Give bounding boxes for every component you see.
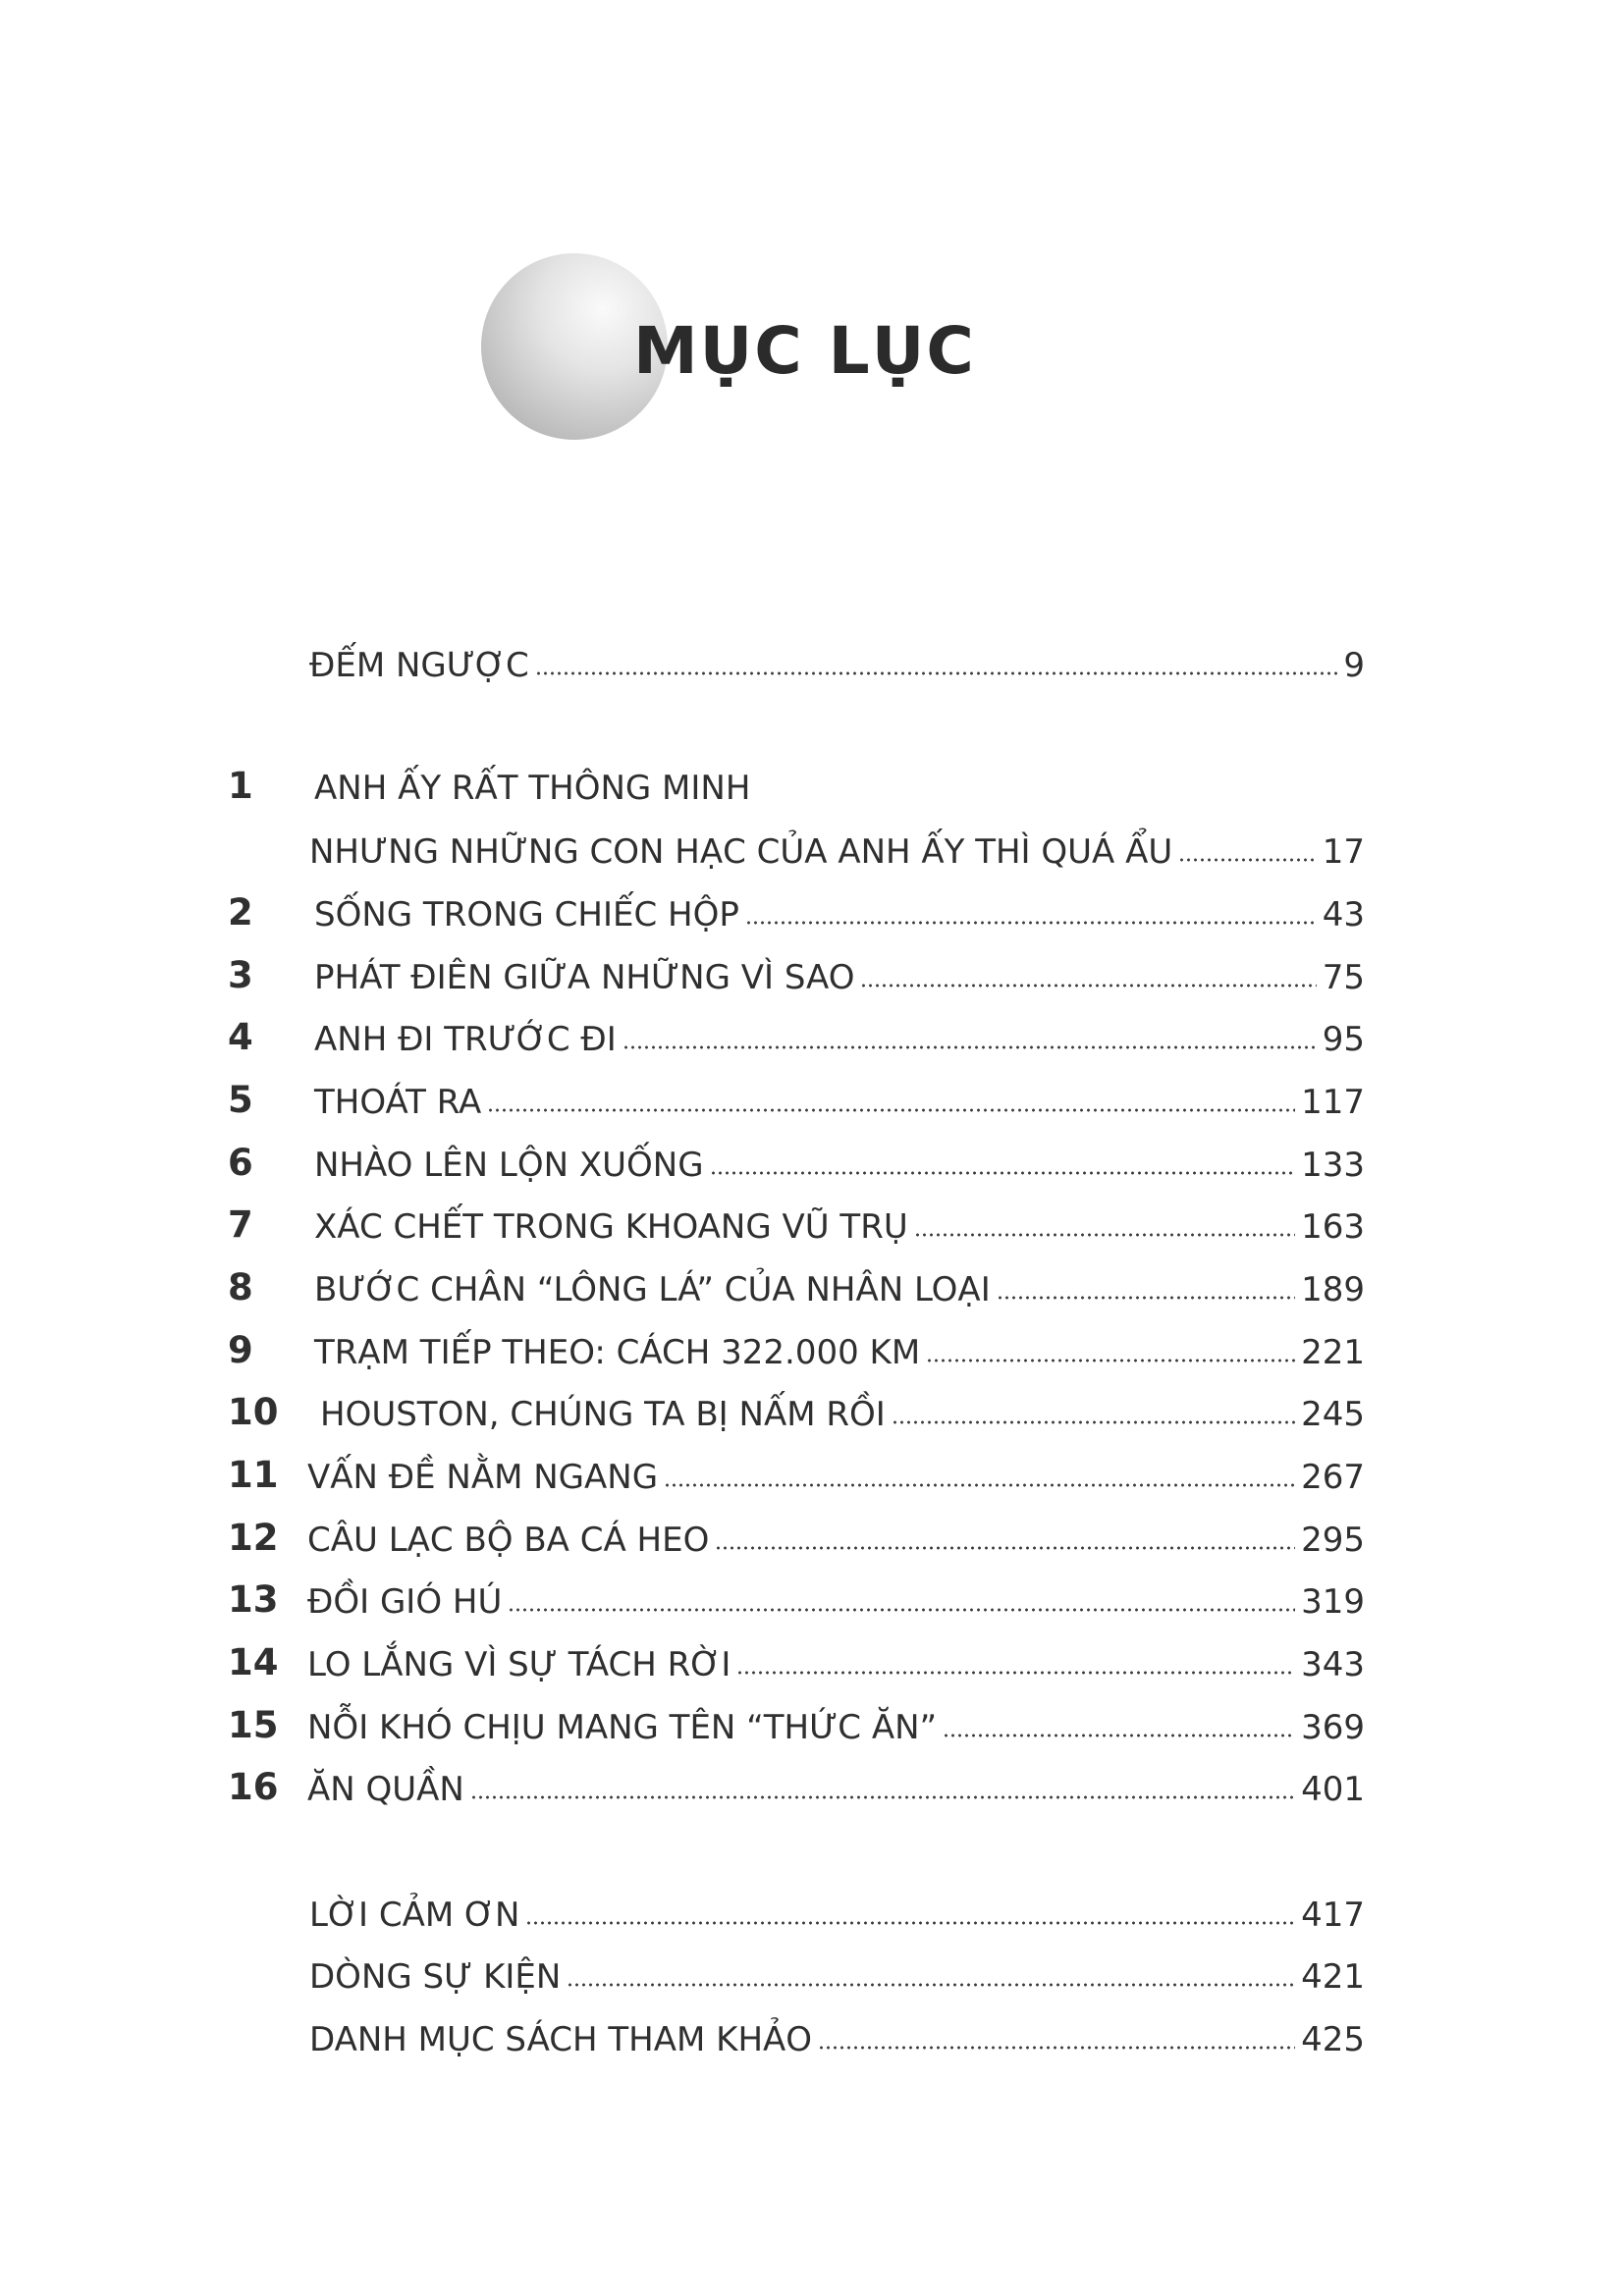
toc-line [309, 1896, 1365, 1935]
toc-line [314, 895, 1365, 934]
toc-line [314, 1270, 1365, 1309]
toc-entry-chapter-9[interactable] [0, 1323, 1624, 1382]
chapter-number: 10 [228, 1391, 279, 1433]
toc-page: 267 [1301, 1458, 1365, 1497]
chapter-number: 16 [228, 1766, 279, 1808]
toc-entry-chapter-15[interactable] [0, 1698, 1624, 1757]
toc-page: 43 [1322, 895, 1365, 934]
toc-entry-chapter-10[interactable] [0, 1385, 1624, 1444]
toc-page: 117 [1301, 1083, 1365, 1122]
dot-leader [914, 1233, 1295, 1237]
toc-page: 417 [1301, 1896, 1365, 1935]
dot-leader [926, 1359, 1295, 1362]
toc-label: NHÀO LÊN LỘN XUỐNG [314, 1146, 704, 1185]
toc-label: DÒNG SỰ KIỆN [309, 1957, 562, 1997]
toc-page: 425 [1301, 2020, 1365, 2059]
dot-leader [892, 1420, 1295, 1424]
toc-entry-chapter-1[interactable] [0, 759, 1624, 818]
toc-page: 343 [1301, 1645, 1365, 1684]
toc-page: 295 [1301, 1521, 1365, 1560]
toc-line [314, 958, 1365, 997]
toc-entry-chapter-8[interactable] [0, 1260, 1624, 1319]
toc-line [309, 1957, 1365, 1997]
toc-page: 421 [1301, 1957, 1365, 1997]
chapter-number: 6 [228, 1142, 253, 1184]
chapter-number: 8 [228, 1266, 253, 1308]
dot-leader [715, 1546, 1295, 1550]
toc-label: ANH ĐI TRƯỚC ĐI [314, 1020, 617, 1059]
dot-leader [664, 1483, 1295, 1487]
toc-page: 75 [1322, 958, 1365, 997]
page-title: MỤC LỤC [633, 313, 976, 389]
toc-entry-chapter-4[interactable] [0, 1010, 1624, 1069]
toc-line [307, 1521, 1365, 1560]
toc-label: NHƯNG NHỮNG CON HẠC CỦA ANH ẤY THÌ QUÁ ẨU [309, 832, 1173, 872]
dot-leader [745, 921, 1317, 925]
chapter-number: 1 [228, 765, 253, 807]
toc-entry-chapter-16[interactable] [0, 1760, 1624, 1819]
toc-entry-chapter-12[interactable] [0, 1511, 1624, 1570]
toc-label: DANH MỤC SÁCH THAM KHẢO [309, 2020, 813, 2059]
chapter-number: 13 [228, 1578, 279, 1621]
toc-line [314, 1207, 1365, 1247]
toc-line [320, 1395, 1365, 1434]
dot-leader [1178, 858, 1316, 862]
toc-line [309, 832, 1365, 872]
toc-page: 189 [1301, 1270, 1365, 1309]
dot-leader [535, 671, 1338, 675]
toc-page: 133 [1301, 1146, 1365, 1185]
chapter-number: 12 [228, 1517, 279, 1559]
toc-label: PHÁT ĐIÊN GIỮA NHỮNG VÌ SAO [314, 958, 855, 997]
dot-leader [508, 1608, 1295, 1612]
toc-line [314, 1333, 1365, 1372]
toc-label-line1: ANH ẤY RẤT THÔNG MINH [314, 769, 751, 808]
toc-label: TRẠM TIẾP THEO: CÁCH 322.000 KM [314, 1333, 921, 1372]
toc-entry-chapter-11[interactable] [0, 1448, 1624, 1507]
toc-label: HOUSTON, CHÚNG TA BỊ NẤM RỒI [320, 1395, 886, 1434]
toc-entry-chapter-14[interactable] [0, 1635, 1624, 1694]
chapter-number: 7 [228, 1203, 253, 1246]
toc-page: 221 [1301, 1333, 1365, 1372]
toc-line [309, 2020, 1365, 2059]
toc-line [314, 1146, 1365, 1185]
dot-leader [710, 1171, 1296, 1175]
toc-line [309, 646, 1365, 685]
toc-page: 95 [1322, 1020, 1365, 1059]
chapter-number: 15 [228, 1704, 279, 1746]
toc-label: NỖI KHÓ CHỊU MANG TÊN “THỨC ĂN” [307, 1708, 938, 1747]
dot-leader [997, 1296, 1295, 1300]
toc-page: 163 [1301, 1207, 1365, 1247]
toc-label: ĐẾM NGƯỢC [309, 646, 529, 685]
toc-label: VẤN ĐỀ NẰM NGANG [307, 1458, 659, 1497]
toc-label: LO LẮNG VÌ SỰ TÁCH RỜI [307, 1645, 731, 1684]
toc-page: 245 [1301, 1395, 1365, 1434]
toc-line [307, 1458, 1365, 1497]
toc-entry-chapter-2[interactable] [0, 885, 1624, 944]
chapter-number: 14 [228, 1641, 279, 1683]
toc-label: ĐỒI GIÓ HÚ [307, 1582, 503, 1622]
dot-leader [525, 1921, 1295, 1925]
toc-line [307, 1582, 1365, 1622]
toc-page: 17 [1322, 832, 1365, 872]
toc-label: BƯỚC CHÂN “LÔNG LÁ” CỦA NHÂN LOẠI [314, 1270, 991, 1309]
chapter-number: 2 [228, 891, 253, 934]
dot-leader [736, 1671, 1295, 1675]
dot-leader [860, 984, 1316, 988]
toc-label: LỜI CẢM ƠN [309, 1896, 520, 1935]
toc-label: CÂU LẠC BỘ BA CÁ HEO [307, 1521, 710, 1560]
dot-leader [818, 2046, 1295, 2050]
toc-entry-chapter-5[interactable] [0, 1073, 1624, 1132]
toc-entry-back-1[interactable] [0, 1886, 1624, 1945]
toc-label: THOÁT RA [314, 1083, 482, 1122]
toc-entry-chapter-6[interactable] [0, 1136, 1624, 1195]
chapter-number: 11 [228, 1454, 279, 1496]
toc-label: ĂN QUẦN [307, 1770, 464, 1809]
dot-leader [470, 1795, 1295, 1799]
chapter-number: 4 [228, 1016, 253, 1058]
dot-leader [623, 1045, 1317, 1049]
toc-line [307, 1708, 1365, 1747]
toc-line [307, 1645, 1365, 1684]
toc-entry-chapter-1-cont[interactable] [0, 823, 1624, 881]
toc-page: 9 [1343, 646, 1365, 685]
toc-entry-back-2[interactable] [0, 1948, 1624, 2006]
toc-entry-back-3[interactable] [0, 2010, 1624, 2069]
toc-line [307, 1770, 1365, 1809]
toc-page: 401 [1301, 1770, 1365, 1809]
chapter-number: 9 [228, 1329, 253, 1371]
toc-page: 319 [1301, 1582, 1365, 1622]
toc-line [314, 1083, 1365, 1122]
chapter-number: 5 [228, 1079, 253, 1121]
toc-label: SỐNG TRONG CHIẾC HỘP [314, 895, 739, 934]
toc-entry-chapter-7[interactable] [0, 1198, 1624, 1256]
toc-label: XÁC CHẾT TRONG KHOANG VŨ TRỤ [314, 1207, 908, 1247]
dot-leader [567, 1983, 1295, 1987]
toc-entry-chapter-13[interactable] [0, 1573, 1624, 1631]
chapter-number: 3 [228, 954, 253, 996]
dot-leader [487, 1108, 1295, 1112]
toc-entry-chapter-3[interactable] [0, 948, 1624, 1007]
toc-line [314, 1020, 1365, 1059]
dot-leader [943, 1734, 1295, 1737]
toc-page: 369 [1301, 1708, 1365, 1747]
toc-entry-front[interactable] [0, 636, 1624, 695]
